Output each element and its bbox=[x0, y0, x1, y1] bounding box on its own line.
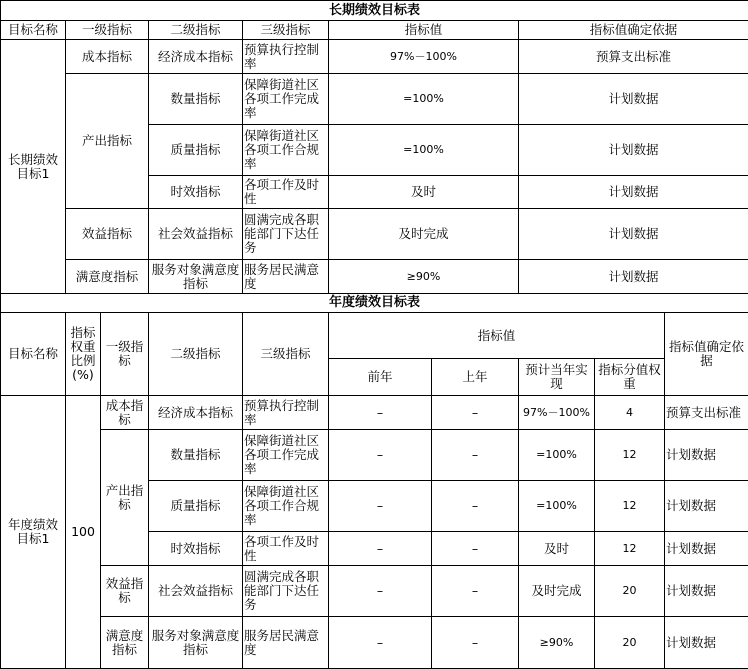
prev-year-cell: – bbox=[329, 481, 432, 532]
last-year-cell: – bbox=[432, 481, 519, 532]
header-target-name: 目标名称 bbox=[1, 21, 66, 40]
level2-cell: 社会效益指标 bbox=[149, 209, 243, 260]
level3-cell: 各项工作及时性 bbox=[243, 176, 329, 209]
expected-cell: 及时 bbox=[519, 532, 595, 566]
header-value-group: 指标值 bbox=[329, 313, 665, 359]
expected-cell: 97%－100% bbox=[519, 396, 595, 430]
value-cell: =100% bbox=[329, 74, 519, 125]
header-weight: 指标权重比例(%) bbox=[66, 313, 101, 396]
weight-value-cell: 100 bbox=[66, 396, 101, 669]
level1-output: 产出指标 bbox=[101, 430, 149, 566]
header-level3: 三级指标 bbox=[243, 313, 329, 396]
level2-cell: 时效指标 bbox=[149, 176, 243, 209]
level2-cell: 数量指标 bbox=[149, 430, 243, 481]
last-year-cell: – bbox=[432, 430, 519, 481]
prev-year-cell: – bbox=[329, 396, 432, 430]
score-weight-cell: 12 bbox=[595, 532, 665, 566]
basis-cell: 计划数据 bbox=[519, 125, 748, 176]
expected-cell: ≥90% bbox=[519, 617, 595, 669]
prev-year-cell: – bbox=[329, 532, 432, 566]
level1-satisfaction: 满意度指标 bbox=[101, 617, 149, 669]
header-basis: 指标值确定依据 bbox=[519, 21, 748, 40]
last-year-cell: – bbox=[432, 566, 519, 617]
table-row bbox=[1, 396, 748, 430]
last-year-cell: – bbox=[432, 396, 519, 430]
level2-cell: 服务对象满意度指标 bbox=[149, 260, 243, 294]
score-weight-cell: 12 bbox=[595, 430, 665, 481]
prev-year-cell: – bbox=[329, 617, 432, 669]
level2-cell: 质量指标 bbox=[149, 481, 243, 532]
target-name-cell: 长期绩效目标1 bbox=[1, 40, 66, 294]
level2-cell: 数量指标 bbox=[149, 74, 243, 125]
header-prev-year: 前年 bbox=[329, 359, 432, 396]
level2-cell: 经济成本指标 bbox=[149, 40, 243, 74]
level3-cell: 服务居民满意度 bbox=[243, 260, 329, 294]
basis-cell: 计划数据 bbox=[665, 430, 748, 481]
level1-satisfaction: 满意度指标 bbox=[66, 260, 149, 294]
header-level2: 二级指标 bbox=[149, 313, 243, 396]
header-level1: 一级指标 bbox=[66, 21, 149, 40]
level3-cell: 预算执行控制率 bbox=[243, 396, 329, 430]
value-cell: 及时完成 bbox=[329, 209, 519, 260]
score-weight-cell: 20 bbox=[595, 566, 665, 617]
long-term-target-table bbox=[0, 0, 748, 294]
basis-cell: 计划数据 bbox=[519, 209, 748, 260]
header-last-year: 上年 bbox=[432, 359, 519, 396]
level3-cell: 保障街道社区各项工作完成率 bbox=[243, 430, 329, 481]
header-level2: 二级指标 bbox=[149, 21, 243, 40]
basis-cell: 计划数据 bbox=[519, 176, 748, 209]
basis-cell: 预算支出标准 bbox=[665, 396, 748, 430]
header-target-name: 目标名称 bbox=[1, 313, 66, 396]
level2-cell: 经济成本指标 bbox=[149, 396, 243, 430]
basis-cell: 计划数据 bbox=[519, 260, 748, 294]
level2-cell: 时效指标 bbox=[149, 532, 243, 566]
header-level1: 一级指标 bbox=[101, 313, 149, 396]
expected-cell: 及时完成 bbox=[519, 566, 595, 617]
level3-cell: 各项工作及时性 bbox=[243, 532, 329, 566]
basis-cell: 计划数据 bbox=[519, 74, 748, 125]
basis-cell: 计划数据 bbox=[665, 617, 748, 669]
score-weight-cell: 12 bbox=[595, 481, 665, 532]
table-row bbox=[1, 430, 748, 481]
basis-cell: 计划数据 bbox=[665, 566, 748, 617]
level2-cell: 质量指标 bbox=[149, 125, 243, 176]
value-cell: 97%－100% bbox=[329, 40, 519, 74]
annual-table-title: 年度绩效目标表 bbox=[1, 294, 748, 313]
table-row bbox=[1, 209, 748, 260]
level3-cell: 圆满完成各职能部门下达任务 bbox=[243, 209, 329, 260]
table-row bbox=[1, 566, 748, 617]
last-year-cell: – bbox=[432, 617, 519, 669]
table-row bbox=[1, 74, 748, 125]
header-value: 指标值 bbox=[329, 21, 519, 40]
level2-cell: 社会效益指标 bbox=[149, 566, 243, 617]
level1-benefit: 效益指标 bbox=[66, 209, 149, 260]
basis-cell: 计划数据 bbox=[665, 481, 748, 532]
basis-cell: 预算支出标准 bbox=[519, 40, 748, 74]
header-expected: 预计当年实现 bbox=[519, 359, 595, 396]
annual-target-table bbox=[0, 293, 748, 669]
table-row bbox=[1, 260, 748, 294]
table-row bbox=[1, 617, 748, 669]
value-cell: 及时 bbox=[329, 176, 519, 209]
header-score-weight: 指标分值权重 bbox=[595, 359, 665, 396]
level1-benefit: 效益指标 bbox=[101, 566, 149, 617]
long-term-table-title: 长期绩效目标表 bbox=[1, 1, 748, 21]
level1-output: 产出指标 bbox=[66, 74, 149, 209]
level1-cost: 成本指标 bbox=[101, 396, 149, 430]
level3-cell: 预算执行控制率 bbox=[243, 40, 329, 74]
level3-cell: 保障街道社区各项工作合规率 bbox=[243, 125, 329, 176]
level3-cell: 保障街道社区各项工作完成率 bbox=[243, 74, 329, 125]
expected-cell: =100% bbox=[519, 481, 595, 532]
basis-cell: 计划数据 bbox=[665, 532, 748, 566]
table-row bbox=[1, 40, 748, 74]
header-level3: 三级指标 bbox=[243, 21, 329, 40]
level1-cost: 成本指标 bbox=[66, 40, 149, 74]
score-weight-cell: 20 bbox=[595, 617, 665, 669]
header-basis: 指标值确定依据 bbox=[665, 313, 748, 396]
target-name-cell: 年度绩效目标1 bbox=[1, 396, 66, 669]
level3-cell: 圆满完成各职能部门下达任务 bbox=[243, 566, 329, 617]
prev-year-cell: – bbox=[329, 566, 432, 617]
prev-year-cell: – bbox=[329, 430, 432, 481]
level2-cell: 服务对象满意度指标 bbox=[149, 617, 243, 669]
last-year-cell: – bbox=[432, 532, 519, 566]
expected-cell: =100% bbox=[519, 430, 595, 481]
level3-cell: 服务居民满意度 bbox=[243, 617, 329, 669]
level3-cell: 保障街道社区各项工作合规率 bbox=[243, 481, 329, 532]
value-cell: =100% bbox=[329, 125, 519, 176]
value-cell: ≥90% bbox=[329, 260, 519, 294]
score-weight-cell: 4 bbox=[595, 396, 665, 430]
